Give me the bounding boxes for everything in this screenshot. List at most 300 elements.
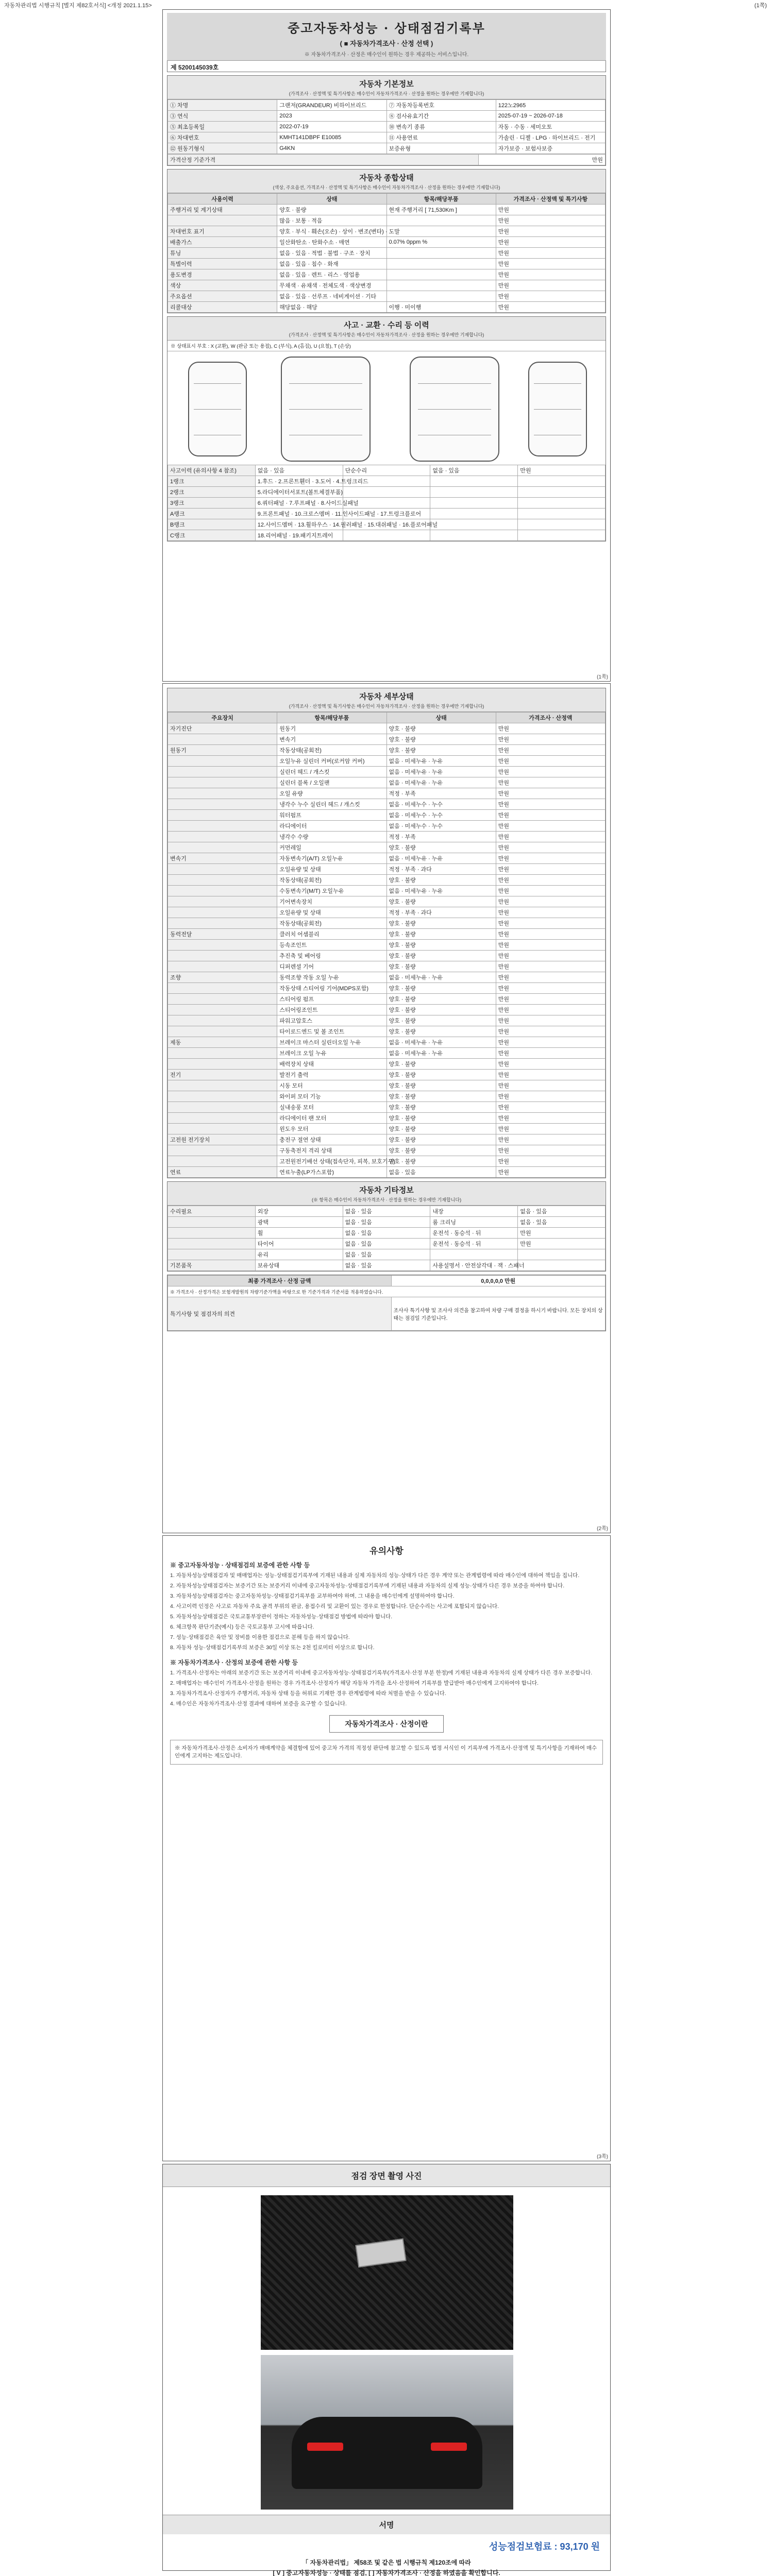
detail-status-row xyxy=(168,972,606,983)
overall-status-row xyxy=(168,237,606,248)
detail-status-cell xyxy=(168,832,277,842)
final-price-title: 최종 가격조사 · 산정 금액 xyxy=(168,1276,392,1286)
detail-status-cell xyxy=(168,918,277,929)
overall-status-cell: 주행거리 및 계기상태 xyxy=(168,205,277,215)
detail-status-cell: 오일 유량 xyxy=(277,788,386,799)
detail-status-cell: 없음 · 미세누수 · 누수 xyxy=(386,821,496,832)
accident-cell xyxy=(430,498,518,509)
detail-status-cell: 만원 xyxy=(496,951,605,961)
overall-status-cell: 양호 · 불량 xyxy=(277,205,386,215)
detail-status-cell: 충전구 절연 상태 xyxy=(277,1134,386,1145)
detail-status-row xyxy=(168,961,606,972)
detail-status-row xyxy=(168,756,606,767)
accident-cell: 없음 · 있음 xyxy=(430,465,518,476)
accident-history-section xyxy=(167,316,606,541)
basic-info-row xyxy=(168,143,606,154)
overall-status-cell: 리콜대상 xyxy=(168,302,277,313)
etc-info-row xyxy=(168,1249,606,1260)
overall-status-cell: 만원 xyxy=(496,280,605,291)
detail-status-cell: 없음 · 미세누유 · 누유 xyxy=(386,756,496,767)
detail-status-cell: 라디에이터 팬 모터 xyxy=(277,1113,386,1124)
basic-info-cell: 보증유형 xyxy=(386,143,496,154)
detail-status-cell: 없음 · 미세누수 · 누수 xyxy=(386,810,496,821)
detail-status-cell: 양호 · 불량 xyxy=(386,951,496,961)
etc-info-row xyxy=(168,1228,606,1239)
overall-status-cell xyxy=(168,215,277,226)
etc-info-cell xyxy=(518,1260,606,1271)
form-page-3 xyxy=(162,1535,611,2161)
detail-status-row xyxy=(168,918,606,929)
caution-list-1 xyxy=(170,1572,603,1652)
detail-status-row xyxy=(168,907,606,918)
detail-status-cell: 양호 · 불량 xyxy=(386,918,496,929)
overall-status-row xyxy=(168,259,606,269)
overall-status-cell: 배출가스 xyxy=(168,237,277,248)
detail-status-cell: 조향 xyxy=(168,972,277,983)
detail-status-cell: 작동상태 스티어링 기어(MDPS포함) xyxy=(277,983,386,994)
detail-status-cell: 양호 · 불량 xyxy=(386,734,496,745)
caution-item: 8. 자동차 성능·상태점검기록부의 보증은 30일 이상 또는 2천 킬로미터 이상으로 합니다. xyxy=(170,1645,375,1651)
overall-status-cell: 없음 · 있음 · 침수 · 화재 xyxy=(277,259,386,269)
car-top-view xyxy=(281,357,371,462)
detail-status-cell: 만원 xyxy=(496,1037,605,1048)
car-frame-view xyxy=(410,357,499,462)
detail-status-cell: 만원 xyxy=(496,1026,605,1037)
detail-status-row xyxy=(168,1113,606,1124)
detail-status-row xyxy=(168,1005,606,1015)
etc-info-cell: 사용설명서 · 안전삼각대 · 잭 · 스패너 xyxy=(430,1260,518,1271)
overall-status-cell: 만원 xyxy=(496,237,605,248)
caution-item: 2. 매매업자는 매수인이 가격조사·산정을 원하는 경우 가격조사·산정자가 해당 자동차 가격을 조사·산정하여 기록부를 발급받아 매수인에게 고지하여야 합니다. xyxy=(170,1680,539,1686)
etc-info-row xyxy=(168,1206,606,1217)
detail-status-cell: 원동기 xyxy=(277,723,386,734)
detail-status-cell: 윈도우 모터 xyxy=(277,1124,386,1134)
detail-status-row xyxy=(168,788,606,799)
accident-cell: 없음 · 있음 xyxy=(255,465,343,476)
photo-section-title: 점검 장면 촬영 사진 xyxy=(163,2164,610,2187)
caution-item: 1. 자동차성능상태점검자 및 매매업자는 성능·상태점검기록부에 기재된 내용과 실제 자동차의 성능·상태가 다른 경우 계약 또는 관계법령에 따라 매수인에 대하여 책임을 집니다. xyxy=(170,1572,580,1579)
detail-status-header xyxy=(168,713,606,723)
detail-status-cell xyxy=(168,810,277,821)
car-rear-view xyxy=(528,362,587,456)
detail-status-cell xyxy=(168,1102,277,1113)
price-basis-label: 가격산정 기준가격 xyxy=(168,155,479,165)
detail-status-cell xyxy=(168,1113,277,1124)
detail-status-cell: 만원 xyxy=(496,907,605,918)
overall-status-row xyxy=(168,269,606,280)
detail-status-cell: 오일유량 및 상태 xyxy=(277,907,386,918)
caution-item: 4. 사고이력 인정은 사고로 자동차 주요 골격 부위의 판금, 용접수리 및 교환이 있는 경우로 한정합니다. 단순수리는 사고에 포함되지 않습니다. xyxy=(170,1603,499,1609)
detail-status-cell: 만원 xyxy=(496,723,605,734)
detail-status-cell: 자동변속기(A/T) 오일누유 xyxy=(277,853,386,864)
detail-status-cell: 브레이크 오일 누유 xyxy=(277,1048,386,1059)
caution-item: 2. 자동차성능상태점검자는 보증기간 또는 보증거리 이내에 중고자동차성능·상태점검기록부에 기재된 내용과 자동차의 실제 성능·상태가 다른 경우 보증을 하여야 합니다. xyxy=(170,1583,565,1589)
detail-status-row xyxy=(168,864,606,875)
overall-status-cell: 현재 주행거리 [ 71,530Km ] xyxy=(386,205,496,215)
insurance-fee: 성능점검보험료 : 93,170 원 xyxy=(489,2541,600,2552)
accident-cell xyxy=(518,530,606,541)
detail-status-cell xyxy=(168,1080,277,1091)
detail-status-header-cell: 가격조사 · 산정액 xyxy=(496,713,605,723)
form-title: 중고자동차성능 · 상태점검기록부 xyxy=(288,21,485,36)
detail-status-row xyxy=(168,1059,606,1070)
detail-status-cell xyxy=(168,767,277,777)
overall-status-row xyxy=(168,248,606,259)
etc-info-table xyxy=(167,1206,606,1271)
etc-info-cell: 타이어 xyxy=(255,1239,343,1249)
detail-status-row xyxy=(168,777,606,788)
detail-status-row xyxy=(168,1026,606,1037)
detail-status-cell: 라디에이터 xyxy=(277,821,386,832)
caution-title: 유의사항 xyxy=(167,1541,606,1557)
page-number-3: (3쪽) xyxy=(597,2154,608,2160)
detail-status-cell: 적정 · 부족 · 과다 xyxy=(386,907,496,918)
accident-cell: C랭크 xyxy=(168,530,256,541)
detail-status-row xyxy=(168,853,606,864)
detail-status-cell: 자기진단 xyxy=(168,723,277,734)
detail-status-cell: 실린더 블록 / 오일팬 xyxy=(277,777,386,788)
detail-status-cell: 양호 · 불량 xyxy=(386,929,496,940)
price-survey-box-title: 자동차가격조사 · 산정이란 xyxy=(329,1715,444,1733)
detail-status-cell: 만원 xyxy=(496,918,605,929)
accident-legend: ※ 상태표시 부호 : X (교환), W (판금 또는 용접), C (부식), A (흠집), U (요철), T (손상) xyxy=(171,344,351,349)
detail-status-header-cell: 상태 xyxy=(386,713,496,723)
overall-status-row xyxy=(168,215,606,226)
accident-row xyxy=(168,509,606,519)
detail-status-row xyxy=(168,1080,606,1091)
detail-status-row xyxy=(168,940,606,951)
detail-status-cell xyxy=(168,1156,277,1167)
detail-status-cell: 만원 xyxy=(496,929,605,940)
detail-status-cell: 오일유량 및 상태 xyxy=(277,864,386,875)
accident-cell: 만원 xyxy=(518,465,606,476)
accident-cell xyxy=(343,530,430,541)
detail-status-cell xyxy=(168,1124,277,1134)
detail-status-cell xyxy=(168,961,277,972)
etc-info-cell: 없음 · 있음 xyxy=(343,1260,430,1271)
detail-status-cell: 양호 · 불량 xyxy=(386,1015,496,1026)
caution-item: 5. 자동차성능상태점검은 국토교통부장관이 정하는 자동차성능·상태점검 방법에 따라야 합니다. xyxy=(170,1614,393,1620)
price-survey-box-text: ※ 자동차가격조사·산정은 소비자가 매매계약을 체결함에 있어 중고차 가격의 적정성 판단에 참고할 수 있도록 법정 서식인 이 기록부에 가격조사·산정액 및 특기사항을 기재하여 매수인에게 고지하는 제도입니다. xyxy=(170,1740,603,1765)
overall-status-header-cell: 가격조사 · 산정액 및 특기사항 xyxy=(496,194,605,205)
overall-status-cell: 해당없음 · 해당 xyxy=(277,302,386,313)
detail-status-row xyxy=(168,799,606,810)
etc-info-cell: 휠 xyxy=(255,1228,343,1239)
overall-status-cell: 양호 · 부식 · 훼손(오손) · 상이 · 변조(변타) · 도말 xyxy=(277,226,386,237)
detail-status-cell: 만원 xyxy=(496,788,605,799)
etc-info-cell xyxy=(430,1249,518,1260)
caution-section-2: ※ 자동차가격조사 · 산정의 보증에 관한 사항 등 xyxy=(170,1659,298,1666)
detail-status-row xyxy=(168,875,606,886)
basic-info-cell: ⑪ 사용연료 xyxy=(386,132,496,143)
overall-status-row xyxy=(168,280,606,291)
detail-status-cell: 만원 xyxy=(496,799,605,810)
detail-status-cell: 작동상태(공회전) xyxy=(277,745,386,756)
accident-cell: 6.쿼터패널 · 7.루프패널 · 8.사이드실패널 xyxy=(255,498,343,509)
special-notes-label: 특기사항 및 점검자의 의견 xyxy=(168,1297,392,1331)
detail-status-row xyxy=(168,723,606,734)
etc-info-cell: 만원 xyxy=(518,1228,606,1239)
accident-cell: 9.프론트패널 · 10.크로스멤버 · 11.인사이드패널 · 17.트렁크플로어 xyxy=(255,509,343,519)
form-regulation-text: 자동차관리법 시행규칙 [별지 제82호서식] <개정 2021.1.15> xyxy=(4,3,152,9)
price-basis-unit: 만원 xyxy=(479,155,606,165)
detail-status-cell: 만원 xyxy=(496,756,605,767)
detail-status-cell: 제동 xyxy=(168,1037,277,1048)
detail-status-cell xyxy=(168,1005,277,1015)
overall-status-cell: 색상 xyxy=(168,280,277,291)
final-price-note: ※ 가격조사 · 산정가격은 보험개발원의 차량기준가액을 바탕으로 한 기준가격과 기준서를 적용하였습니다. xyxy=(168,1286,606,1297)
detail-status-row xyxy=(168,745,606,756)
detail-status-cell: 없음 · 미세누유 · 누유 xyxy=(386,767,496,777)
basic-info-cell: ⑫ 원동기형식 xyxy=(168,143,277,154)
detail-status-title: 자동차 세부상태 xyxy=(167,688,606,703)
detail-status-cell: 냉각수 수량 xyxy=(277,832,386,842)
detail-status-cell: 만원 xyxy=(496,1059,605,1070)
detail-status-cell: 없음 · 미세누유 · 누유 xyxy=(386,853,496,864)
accident-cell: 단순수리 xyxy=(343,465,430,476)
form-title-block xyxy=(167,13,606,61)
overall-status-cell: 많음 · 보통 · 적음 xyxy=(277,215,386,226)
detail-status-cell xyxy=(168,951,277,961)
basic-info-cell: 자동 · 수동 · 세미오토 xyxy=(496,122,605,132)
basic-info-sub: (가격조사 · 산정액 및 특기사항은 매수인이 자동차가격조사 · 산정을 원하는 경우에만 기재합니다) xyxy=(167,90,606,99)
overall-status-cell: 용도변경 xyxy=(168,269,277,280)
etc-info-cell: 운전석 · 동승석 · 뒤 xyxy=(430,1239,518,1249)
detail-status-cell: 양호 · 불량 xyxy=(386,994,496,1005)
detail-status-row xyxy=(168,767,606,777)
accident-cell xyxy=(430,509,518,519)
detail-status-cell: 적정 · 부족 xyxy=(386,832,496,842)
form-page-2 xyxy=(162,683,611,1533)
form-note: ※ 자동차가격조사 · 산정은 매수인이 원하는 경우 제공하는 서비스입니다. xyxy=(304,52,469,58)
car-front-view xyxy=(188,362,247,456)
detail-status-cell xyxy=(168,756,277,767)
etc-info-cell xyxy=(168,1228,256,1239)
detail-status-cell: 만원 xyxy=(496,983,605,994)
detail-status-cell: 만원 xyxy=(496,961,605,972)
etc-info-cell: 룸 크리닝 xyxy=(430,1217,518,1228)
basic-info-cell: 2023 xyxy=(277,111,386,122)
detail-status-cell: 원동기 xyxy=(168,745,277,756)
detail-status-cell: 스티어링조인트 xyxy=(277,1005,386,1015)
detail-status-cell: 만원 xyxy=(496,1005,605,1015)
caution-item: 3. 자동차가격조사·산정자가 주행거리, 자동차 상태 등을 허위로 기재한 경우 관계법령에 따라 처벌을 받을 수 있습니다. xyxy=(170,1690,446,1697)
accident-cell: 2랭크 xyxy=(168,487,256,498)
accident-table xyxy=(167,465,606,541)
basic-info-cell: ⑤ 최초등록일 xyxy=(168,122,277,132)
detail-status-cell: 양호 · 불량 xyxy=(386,723,496,734)
accident-cell: 1랭크 xyxy=(168,476,256,487)
detail-status-cell: 만원 xyxy=(496,1156,605,1167)
overall-status-cell: 튜닝 xyxy=(168,248,277,259)
etc-info-cell: 없음 · 있음 xyxy=(343,1206,430,1217)
detail-status-row xyxy=(168,896,606,907)
detail-status-cell xyxy=(168,875,277,886)
detail-status-cell xyxy=(168,1091,277,1102)
overall-status-cell: 만원 xyxy=(496,205,605,215)
basic-info-cell: ⑦ 자동차등록번호 xyxy=(386,100,496,111)
detail-status-cell: 만원 xyxy=(496,886,605,896)
etc-info-cell: 만원 xyxy=(518,1239,606,1249)
detail-status-cell xyxy=(168,896,277,907)
detail-status-cell: 없음 · 미세누유 · 누유 xyxy=(386,1048,496,1059)
etc-info-cell xyxy=(168,1249,256,1260)
basic-info-section xyxy=(167,75,606,166)
detail-status-cell: 양호 · 불량 xyxy=(386,1145,496,1156)
overall-status-cell: 없음 · 있음 · 렌트 · 리스 · 영업용 xyxy=(277,269,386,280)
detail-status-cell: 연료누출(LP가스포함) xyxy=(277,1167,386,1178)
caution-item: 4. 매수인은 자동차가격조사·산정 결과에 대하여 보증을 요구할 수 있습니다. xyxy=(170,1701,347,1707)
price-basis-table xyxy=(167,154,606,165)
etc-info-cell: 유리 xyxy=(255,1249,343,1260)
detail-status-cell xyxy=(168,1026,277,1037)
etc-info-cell xyxy=(518,1249,606,1260)
detail-status-cell xyxy=(168,886,277,896)
detail-status-row xyxy=(168,821,606,832)
detail-status-cell: 등속조인트 xyxy=(277,940,386,951)
accident-history-title: 사고 · 교환 · 수리 등 이력 xyxy=(167,317,606,331)
detail-status-cell: 없음 · 미세누유 · 누유 xyxy=(386,1037,496,1048)
detail-status-cell: 없음 · 미세누유 · 누유 xyxy=(386,972,496,983)
detail-status-cell: 양호 · 불량 xyxy=(386,940,496,951)
overall-status-cell xyxy=(386,269,496,280)
signature-label: 서명 xyxy=(163,2515,610,2534)
overall-status-header-cell: 사용이력 xyxy=(168,194,277,205)
certificate-number: 제 5200145039호 xyxy=(167,61,606,72)
etc-info-cell: 기본품목 xyxy=(168,1260,256,1271)
detail-status-cell: 만원 xyxy=(496,1015,605,1026)
accident-history-sub: (가격조사 · 산정액 및 특기사항은 매수인이 자동차가격조사 · 산정을 원하는 경우에만 기재합니다) xyxy=(167,331,606,341)
detail-status-cell: 만원 xyxy=(496,767,605,777)
detail-status-cell: 만원 xyxy=(496,1102,605,1113)
etc-info-row xyxy=(168,1217,606,1228)
etc-info-cell: 없음 · 있음 xyxy=(343,1239,430,1249)
etc-info-cell: 없음 · 있음 xyxy=(343,1249,430,1260)
overall-status-cell: 주요옵션 xyxy=(168,291,277,302)
detail-status-cell xyxy=(168,788,277,799)
basic-info-cell: 2022-07-19 xyxy=(277,122,386,132)
accident-cell xyxy=(430,530,518,541)
overall-status-cell: 없음 · 있음 · 적법 · 불법 · 구조 · 장치 xyxy=(277,248,386,259)
overall-status-row xyxy=(168,226,606,237)
detail-status-cell: 만원 xyxy=(496,842,605,853)
detail-status-cell: 만원 xyxy=(496,1167,605,1178)
accident-cell xyxy=(518,509,606,519)
detail-status-cell: 만원 xyxy=(496,821,605,832)
detail-status-cell: 연료 xyxy=(168,1167,277,1178)
etc-info-row xyxy=(168,1260,606,1271)
accident-cell xyxy=(518,476,606,487)
form-header-strip xyxy=(0,0,773,8)
accident-row xyxy=(168,519,606,530)
detail-status-row xyxy=(168,951,606,961)
detail-status-cell: 적정 · 부족 xyxy=(386,788,496,799)
etc-info-sub: (※ 항목은 매수인이 자동차가격조사 · 산정을 원하는 경우에만 기재합니다) xyxy=(167,1196,606,1206)
detail-status-cell: 발전기 출력 xyxy=(277,1070,386,1080)
detail-status-cell: 만원 xyxy=(496,875,605,886)
accident-cell xyxy=(430,476,518,487)
etc-info-cell: 없음 · 있음 xyxy=(343,1217,430,1228)
accident-cell xyxy=(343,487,430,498)
detail-status-cell: 만원 xyxy=(496,1048,605,1059)
overall-status-cell: 이행 · 미이행 xyxy=(386,302,496,313)
basic-info-cell: G4KN xyxy=(277,143,386,154)
detail-status-row xyxy=(168,810,606,821)
accident-cell: 1.후드 · 2.프론트휀더 · 3.도어 · 4.트렁크리드 xyxy=(255,476,343,487)
detail-status-cell: 양호 · 불량 xyxy=(386,1124,496,1134)
overall-status-cell: 만원 xyxy=(496,259,605,269)
caution-item: 1. 가격조사·산정자는 아래의 보증기간 또는 보증거리 이내에 중고자동차성능·상태점검기록부(가격조사·산정 부분 한정)에 기재된 내용과 자동차의 실제 상태가 다른 경우 보증합니다. xyxy=(170,1670,593,1676)
detail-status-cell: 디퍼렌셜 기어 xyxy=(277,961,386,972)
detail-status-cell: 양호 · 불량 xyxy=(386,983,496,994)
detail-status-row xyxy=(168,734,606,745)
accident-row xyxy=(168,476,606,487)
detail-status-cell xyxy=(168,907,277,918)
caution-section-1: ※ 중고자동차성능 · 상태점검의 보증에 관한 사항 등 xyxy=(170,1562,310,1569)
detail-status-cell: 동력조향 작동 오일 누유 xyxy=(277,972,386,983)
detail-status-cell: 만원 xyxy=(496,810,605,821)
inspection-photo-rear xyxy=(261,2355,513,2510)
detail-status-cell: 배력장치 상태 xyxy=(277,1059,386,1070)
accident-cell xyxy=(430,519,518,530)
detail-status-row xyxy=(168,886,606,896)
detail-status-cell: 워터펌프 xyxy=(277,810,386,821)
detail-status-cell: 양호 · 불량 xyxy=(386,842,496,853)
footer-line-1: 「 자동차관리법」 제58조 및 같은 법 시행규칙 제120조에 따라 xyxy=(302,2559,471,2566)
detail-status-cell: 작동상태(공회전) xyxy=(277,918,386,929)
detail-status-cell: 고전원 전기장치 xyxy=(168,1134,277,1145)
final-price-value: 0,0,0,0,0 만원 xyxy=(391,1276,606,1286)
detail-status-section xyxy=(167,688,606,1178)
detail-status-cell: 만원 xyxy=(496,1080,605,1091)
overall-status-cell: 일산화탄소 · 탄화수소 · 매연 xyxy=(277,237,386,248)
detail-status-cell: 만원 xyxy=(496,832,605,842)
detail-status-row xyxy=(168,1015,606,1026)
accident-row xyxy=(168,498,606,509)
detail-status-cell: 오일누유 실린더 커버(로커암 커버) xyxy=(277,756,386,767)
caution-notes xyxy=(170,1562,603,1708)
overall-status-cell: 만원 xyxy=(496,226,605,237)
detail-status-cell: 브레이크 마스터 실린더오일 누유 xyxy=(277,1037,386,1048)
detail-status-cell: 양호 · 불량 xyxy=(386,1102,496,1113)
accident-cell: B랭크 xyxy=(168,519,256,530)
detail-status-cell: 파워고압호스 xyxy=(277,1015,386,1026)
basic-info-cell: 자가보증 · 보험사보증 xyxy=(496,143,605,154)
accident-cell: 5.라디에이터서포트(볼트체결부품) xyxy=(255,487,343,498)
detail-status-cell: 양호 · 불량 xyxy=(386,896,496,907)
detail-status-cell: 기어변속장치 xyxy=(277,896,386,907)
form-page-4 xyxy=(162,2164,611,2576)
overall-status-cell: 무채색 · 유채색 · 전체도색 · 색상변경 xyxy=(277,280,386,291)
overall-status-cell xyxy=(386,226,496,237)
overall-status-title: 자동차 종합상태 xyxy=(167,170,606,184)
detail-status-cell: 만원 xyxy=(496,1134,605,1145)
etc-info-cell: 내장 xyxy=(430,1206,518,1217)
overall-status-cell: 특별이력 xyxy=(168,259,277,269)
caution-item: 7. 성능·상태점검은 육안 및 장비를 이용한 점검으로 분해 등을 하지 않습니다. xyxy=(170,1634,350,1640)
detail-status-cell xyxy=(168,842,277,853)
accident-row xyxy=(168,530,606,541)
etc-info-cell: 운전석 · 동승석 · 뒤 xyxy=(430,1228,518,1239)
etc-info-title: 자동차 기타정보 xyxy=(167,1182,606,1196)
etc-info-cell: 수리필요 xyxy=(168,1206,256,1217)
detail-status-cell xyxy=(168,734,277,745)
final-price-section xyxy=(167,1275,606,1331)
detail-status-row xyxy=(168,983,606,994)
detail-status-row xyxy=(168,1091,606,1102)
accident-cell xyxy=(518,498,606,509)
basic-info-cell: 가솔린 · 디젤 · LPG · 하이브리드 · 전기 xyxy=(496,132,605,143)
